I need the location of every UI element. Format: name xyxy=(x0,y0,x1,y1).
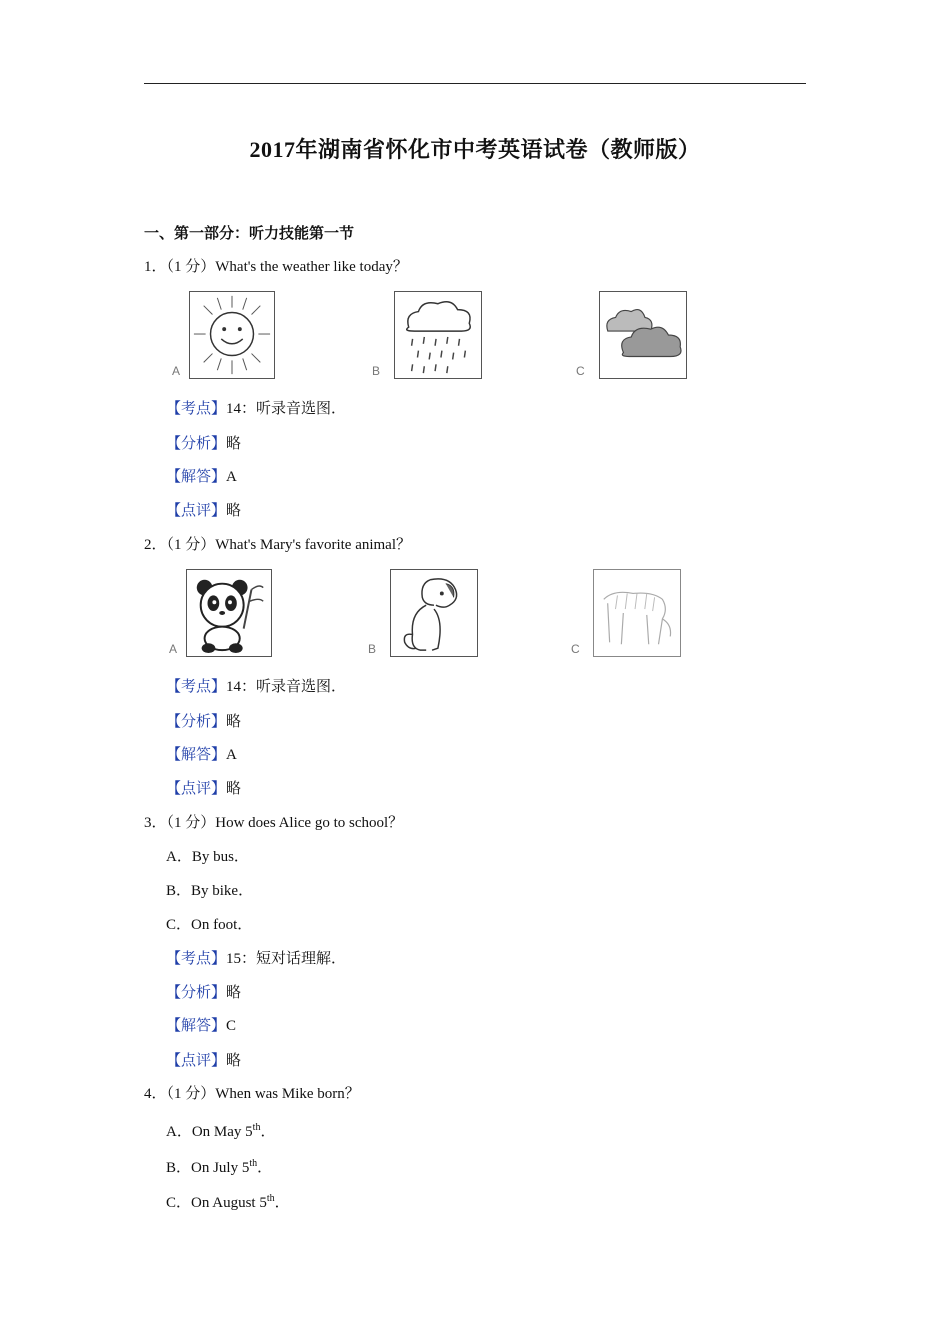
page-title: 2017年湖南省怀化市中考英语试卷（教师版） xyxy=(249,137,701,162)
point-value: 14：听录音选图． xyxy=(226,401,347,417)
option-c: C．On foot． xyxy=(166,917,253,933)
question-3: 3．（1 分）How does Alice go to school？ xyxy=(144,815,404,831)
option-c-end: ． xyxy=(274,1195,290,1211)
answer-value: A xyxy=(226,747,237,763)
question-1: 1．（1 分）What's the weather like today？ xyxy=(144,259,408,275)
comment-label: 【点评】 xyxy=(166,781,227,797)
answer-label: 【解答】 xyxy=(166,747,227,763)
cloudy-image xyxy=(599,291,687,379)
section-heading: 一、第一部分：听力技能第一节 xyxy=(144,226,355,242)
image-label-c: C xyxy=(571,642,580,656)
option-a-end: ． xyxy=(260,1124,276,1140)
q3-point xyxy=(166,949,346,969)
analysis-label: 【分析】 xyxy=(166,985,227,1001)
analysis-label: 【分析】 xyxy=(166,714,227,730)
comment-value: 略 xyxy=(226,1053,242,1069)
answer-value: A xyxy=(226,469,237,485)
point-value: 15：短对话理解． xyxy=(226,951,347,967)
point-label: 【考点】 xyxy=(166,401,227,417)
rain-cloud-image xyxy=(394,291,482,379)
point-label: 【考点】 xyxy=(166,679,227,695)
option-c xyxy=(166,1189,290,1213)
analysis-value: 略 xyxy=(226,714,242,730)
image-label-a: A xyxy=(169,642,178,656)
comment-label: 【点评】 xyxy=(166,1053,227,1069)
image-label-a: A xyxy=(172,364,181,378)
question-4: 4．（1 分）When was Mike born？ xyxy=(144,1086,360,1102)
panda-image xyxy=(186,569,272,657)
analysis-value: 略 xyxy=(226,985,242,1001)
option-a xyxy=(166,1118,275,1142)
q3-answer xyxy=(166,1016,236,1036)
q1-comment xyxy=(166,501,241,521)
image-label-b: B xyxy=(368,642,377,656)
option-c-text: C．On August 5 xyxy=(166,1195,267,1211)
sun-image xyxy=(189,291,275,379)
q3-comment xyxy=(166,1051,241,1071)
dog-image xyxy=(390,569,478,657)
ordinal-suffix: th xyxy=(252,1122,261,1133)
image-label-b: B xyxy=(372,364,381,378)
tiger-image xyxy=(593,569,681,657)
comment-value: 略 xyxy=(226,781,242,797)
option-b-end: ． xyxy=(257,1160,273,1176)
option-b: B．By bike． xyxy=(166,883,254,899)
q1-point xyxy=(166,399,346,419)
analysis-label: 【分析】 xyxy=(166,436,227,452)
answer-label: 【解答】 xyxy=(166,1018,227,1034)
comment-label: 【点评】 xyxy=(166,503,227,519)
answer-value: C xyxy=(226,1018,237,1034)
ordinal-suffix: th xyxy=(266,1193,275,1204)
q1-answer xyxy=(166,467,237,487)
option-b-text: B．On July 5 xyxy=(166,1160,250,1176)
point-label: 【考点】 xyxy=(166,951,227,967)
option-a: A．By bus． xyxy=(166,849,249,865)
answer-label: 【解答】 xyxy=(166,469,227,485)
q1-analysis xyxy=(166,434,241,454)
question-2: 2．（1 分）What's Mary's favorite animal？ xyxy=(144,537,412,553)
image-label-c: C xyxy=(576,364,585,378)
analysis-value: 略 xyxy=(226,436,242,452)
header-rule xyxy=(144,83,806,84)
option-b xyxy=(166,1154,272,1178)
comment-value: 略 xyxy=(226,503,242,519)
option-a-text: A．On May 5 xyxy=(166,1124,253,1140)
q2-answer xyxy=(166,745,237,765)
ordinal-suffix: th xyxy=(249,1158,258,1169)
point-value: 14：听录音选图． xyxy=(226,679,347,695)
q2-point xyxy=(166,677,346,697)
q2-comment xyxy=(166,779,241,799)
q3-analysis xyxy=(166,983,241,1003)
q2-analysis xyxy=(166,712,241,732)
